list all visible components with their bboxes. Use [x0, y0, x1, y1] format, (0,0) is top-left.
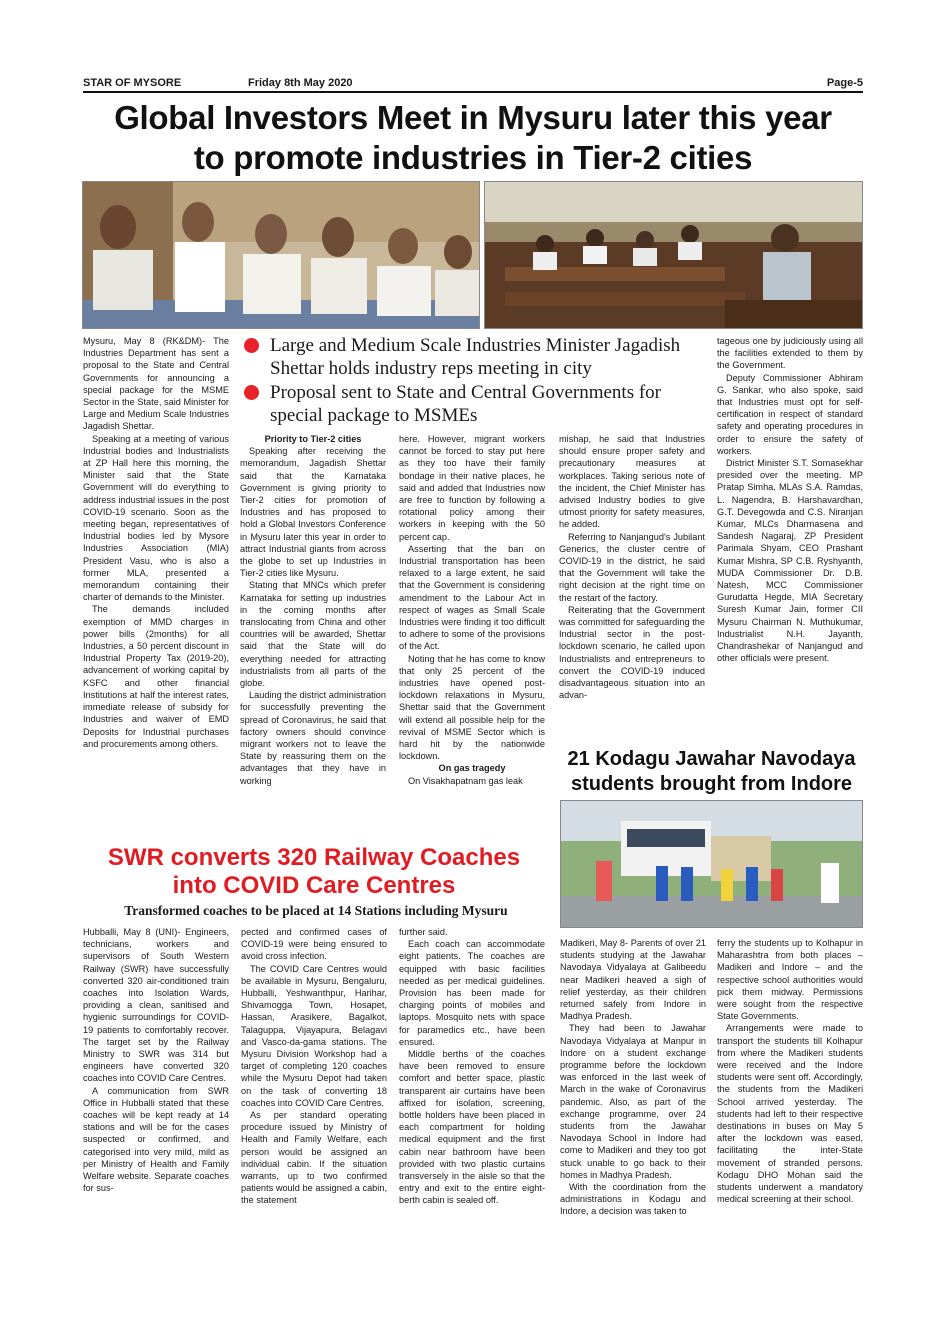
article1-column-1 — [83, 335, 229, 750]
paragraph: Middle berths of the coaches have been removed to ensure comfort and better space, plastic transparent air curtains have been affixed for isolation, screening, bottle holders have been placed in each compartment for holding medical equipment and the first cabin near bathroom have been provided with two plastic curtains transversely in the aisle so that the entry and exit to the entire eight-berth cabin is sealed off. — [399, 1049, 545, 1206]
photo-students-arrival-image — [561, 801, 863, 928]
article1-column-5 — [717, 335, 863, 664]
article1-bullets — [240, 334, 706, 428]
paragraph: Noting that he has come to know that only 25 percent of the industries have opened post-lockdown relaxations in Mysuru, Shettar said that the Government will extend all possible help for the revival of MSME Sector which is hard hit by the nationwide lockdown. — [399, 653, 545, 762]
swr-subheadline: Transformed coaches to be placed at 14 Stations including Mysuru — [124, 903, 508, 918]
main-headline-line2: to promote industries in Tier-2 cities — [193, 139, 753, 176]
article1-column-4 — [559, 433, 705, 701]
paragraph: District Minister S.T. Somasekhar presided over the meeting. MP Pratap Simha, MLAs S.A. Ramdas, L. Nagendra, B. Harshavardhan, G.T. Devegowda and C.S. Niranjan Kumar, MLCs Dharmasena and Sandesh Nagaraj, ZP President Parimala Shyam, CEO Prashant Kumar Mishra, SP C.B. Ryshyanth, MUDA Commissioner Dr. D.B. Natesh, MCC Commissioner Gurudatta Hegde, MIA Secretary Suresh Kumar Jain, former CII Mysuru Chairman N. Muthukumar, Industrialist N.H. Jayanth, Chandrashekar of Nanjangud and other officials were present. — [717, 458, 863, 664]
paragraph: Deputy Commissioner Abhiram G. Sankar, who also spoke, said that Industries must opt for self-certification in respect of standard safety and operating procedures in order to ensure the safety of workers. — [717, 372, 863, 456]
swr-headline-line1: SWR converts 320 Railway Coaches — [107, 844, 521, 871]
paragraph: ferry the students up to Kolhapur in Maharashtra from both places – Madikeri and Indore – and the respective school authorities would pick them midway. Permissions were sought from the respective State Governments. — [717, 938, 863, 1022]
article2-column-3 — [399, 926, 545, 1207]
paragraph: further said. — [399, 927, 448, 937]
paragraph: here. However, migrant workers cannot be forced to stay put here as they too have their family bondage in their native places, he said and added that Industries now are free to function by following a rotational policy among their workers in keeping with the 50 percent cap. — [399, 434, 545, 542]
article2-column-1 — [83, 926, 229, 1194]
paragraph: Mysuru, May 8 (RK&DM)- The Industries Department has sent a proposal to the State and Central Governments for announcing a special package for the MSME Sector in the State, said Minister for Large and Medium Scale Industries Jagadish Shettar. — [83, 336, 229, 432]
paragraph: Speaking after receiving the memorandum, Jagadish Shettar said that the Karnataka Government is giving priority to Tier-2 cities for promotion of Industries and has proposed to hold a Global Investors Conference in Mysuru later this year in order to attract Industrial giants from across the globe to set up Industries in Tier-2 cities like Mysuru. — [240, 446, 386, 579]
swr-headline-line2: into COVID Care Centres — [172, 872, 456, 899]
main-headline — [78, 98, 868, 178]
paragraph: With the coordination from the administrations in Kodagu and Indore, a decision was taken to — [560, 1182, 706, 1217]
photo-ministers-meeting — [82, 181, 480, 329]
paragraph: Hubballi, May 8 (UNI)- Engineers, technicians, workers and supervisors of South Western Railway (SWR) have successfully converted 320 air-conditioned train coaches into Isolation Wards, providing a clean, sanitised and hygienic surroundings for COVID-19 patients to comfortably recover. The target set by the Railway Ministry to SWR was 314 but engineers have converted 320 coaches into COVID Care Centres. — [83, 927, 229, 1084]
swr-headline — [79, 844, 549, 900]
paragraph: Stating that MNCs which prefer Karnataka for setting up industries in the coming months after translocating from China and other countries will be awarded, Shettar said that the State will do everything needed for attracting industrialists from all parts of the globe. — [240, 580, 386, 689]
paragraph: Speaking at a meeting of various Industrial bodies and Industrialists at ZP Hall here this morning, the Minister said that the State Government will do everything to address industrial issues in the post COVID-19 scenario. Soon as the meeting began, representatives of Industrial bodies led by Mysore Industries Association (MIA) President Vasu, who is also a former MLA, presented a memorandum containing their charter of demands to the Minister. — [83, 433, 229, 603]
article3-column-2 — [717, 937, 863, 1205]
paragraph: Reiterating that the Government was committed for safeguarding the Industrial sector in the post-lockdown scenario, he called upon Industrialists and entrepreneurs to convert the COVID-19 induced disadvantageous situation into an advan- — [559, 604, 705, 701]
bullet-dot-icon — [244, 385, 259, 400]
bullet-text: Proposal sent to State and Central Governments for special package to MSMEs — [270, 382, 662, 426]
main-headline-line1: Global Investors Meet in Mysuru later this year — [114, 99, 832, 136]
issue-date: Friday 8th May 2020 — [248, 77, 353, 89]
bullet-item — [240, 381, 706, 427]
paragraph: pected and confirmed cases of COVID-19 were being ensured to avoid cross infection. — [241, 927, 387, 962]
masthead-rule — [83, 91, 863, 93]
bullet-dot-icon — [244, 338, 259, 353]
paragraph: mishap, he said that Industries should ensure proper safety and precautionary measures at workplaces. Taking serious note of the incident, the Chief Minister has advised Industry bodies to give utmost priority for safety measures, he added. — [559, 434, 705, 530]
paragraph: Referring to Nanjangud's Jubilant Generics, the cluster centre of COVID-19 in the district, he said that the Government will take the right decision at the right time on the restart of the factory. — [559, 531, 705, 603]
photo-ministers-meeting-image — [83, 182, 480, 329]
paragraph: Asserting that the ban on Industrial transportation has been relaxed to a large extent, he said that the Government is considering amendment to the Labour Act in respect of wages as Small Scale Industries were finding it too difficult to adhere to some of the provisions of the Act. — [399, 543, 545, 652]
paragraph: Arrangements were made to transport the students till Kolhapur from where the Madikeri students were received and the Indore students were sent off. Accordingly, the students from the Madikeri School arrived yesterday. The students had left to their respective destinations in buses on May 5 after the lockdown was eased, facilitating the inter-State movement of stranded persons. Kodagu DHO Mohan said the students underwent a mandatory medical screening at their school. — [717, 1023, 863, 1205]
article2-column-2 — [241, 926, 387, 1207]
kodagu-headline-line2: students brought from Indore — [570, 773, 853, 795]
paper-name: STAR OF MYSORE — [83, 77, 182, 89]
paragraph: The demands included exemption of MMD charges in power bills (2months) for all Industries, a 50 percent discount in Industrial Property Tax (2019-20), advancement of working capital by KSFC and other financial Institutions at half the interest rates, immediate release of subsidy for Industries and waiver of EMD Deposits for Industrial purchases and procurements among others. — [83, 604, 229, 749]
kodagu-headline-line1: 21 Kodagu Jawahar Navodaya — [567, 748, 856, 770]
paragraph: tageous one by judiciously using all the facilities extended to them by the Government. — [717, 336, 863, 371]
article1-column-3 — [399, 433, 545, 787]
page-number: Page-5 — [826, 77, 863, 89]
paragraph: A communication from SWR Office in Hubballi stated that these coaches will be kept ready at 14 stations and will be for the cases suspected or confirmed, and categorised into very mild, mild as per Ministry of Health and Family Welfare website. Separate coaches for sus- — [83, 1085, 229, 1194]
column-subhead: Priority to Tier-2 cities — [264, 434, 362, 444]
paragraph: Lauding the district administration for successfully preventing the spread of Coronavirus, he said that factory owners should convince migrant workers not to leave the State by reassuring them on the advantages that they have in working — [240, 690, 386, 786]
article1-column-2 — [240, 433, 386, 787]
article3-column-1 — [560, 937, 706, 1218]
paragraph: They had been to Jawahar Navodaya Vidyalaya at Manpur in Indore on a student exchange programme before the lockdown was enforced in the last week of March in the wake of Coronavirus pandemic. Also, as part of the exchange programme, over 24 students from the Jawahar Navodaya School in Indore had come to Madikeri and they too got stuck unable to go back to their homes in Madhya Pradesh. — [560, 1023, 706, 1180]
paragraph: Each coach can accommodate eight patients. The coaches are equipped with basic facilities needed as per medical guidelines. Provision has been made for charging points of mobiles and laptops. Mosquito nets with space for paramedics etc., have been ensured. — [399, 939, 545, 1047]
paragraph: On Visakhapatnam gas leak — [408, 775, 523, 786]
paragraph: As per standard operating procedure issued by Ministry of Health and Family Welfare, each person would be assigned an individual cabin. If the situation warrants, up to two confirmed patients would be assigned a cabin, the statement — [241, 1110, 387, 1206]
column-subhead: On gas tragedy — [438, 763, 506, 774]
masthead — [83, 75, 863, 91]
paragraph: Madikeri, May 8- Parents of over 21 students studying at the Jawahar Navodaya Vidyalaya at Galibeedu near Madikeri heaved a sigh of relief yesterday, as their children returned safely from Indore in Madhya Pradesh. — [560, 938, 706, 1022]
kodagu-headline — [560, 747, 863, 797]
paragraph: The COVID Care Centres would be available in Mysuru, Bengaluru, Hubballi, Yeshwanthpur, Harihar, Shivamogga Town, Hosapet, Hassan, Arasikere, Bagalkot, Talaguppa, Vijayapura, Belagavi and Vasco-da-gama stations. The Mysuru Division Workshop had a target of completing 120 coaches while the Mysuru Depot had taken on the task of converting 18 coaches into COVID Care Centres. — [241, 963, 387, 1108]
photo-meeting-hall — [484, 181, 863, 329]
photo-students-arrival — [560, 800, 863, 928]
photo-meeting-hall-image — [485, 182, 863, 329]
bullet-item — [240, 334, 706, 380]
bullet-text: Large and Medium Scale Industries Minister Jagadish Shettar holds industry reps meeting in city — [270, 335, 681, 379]
